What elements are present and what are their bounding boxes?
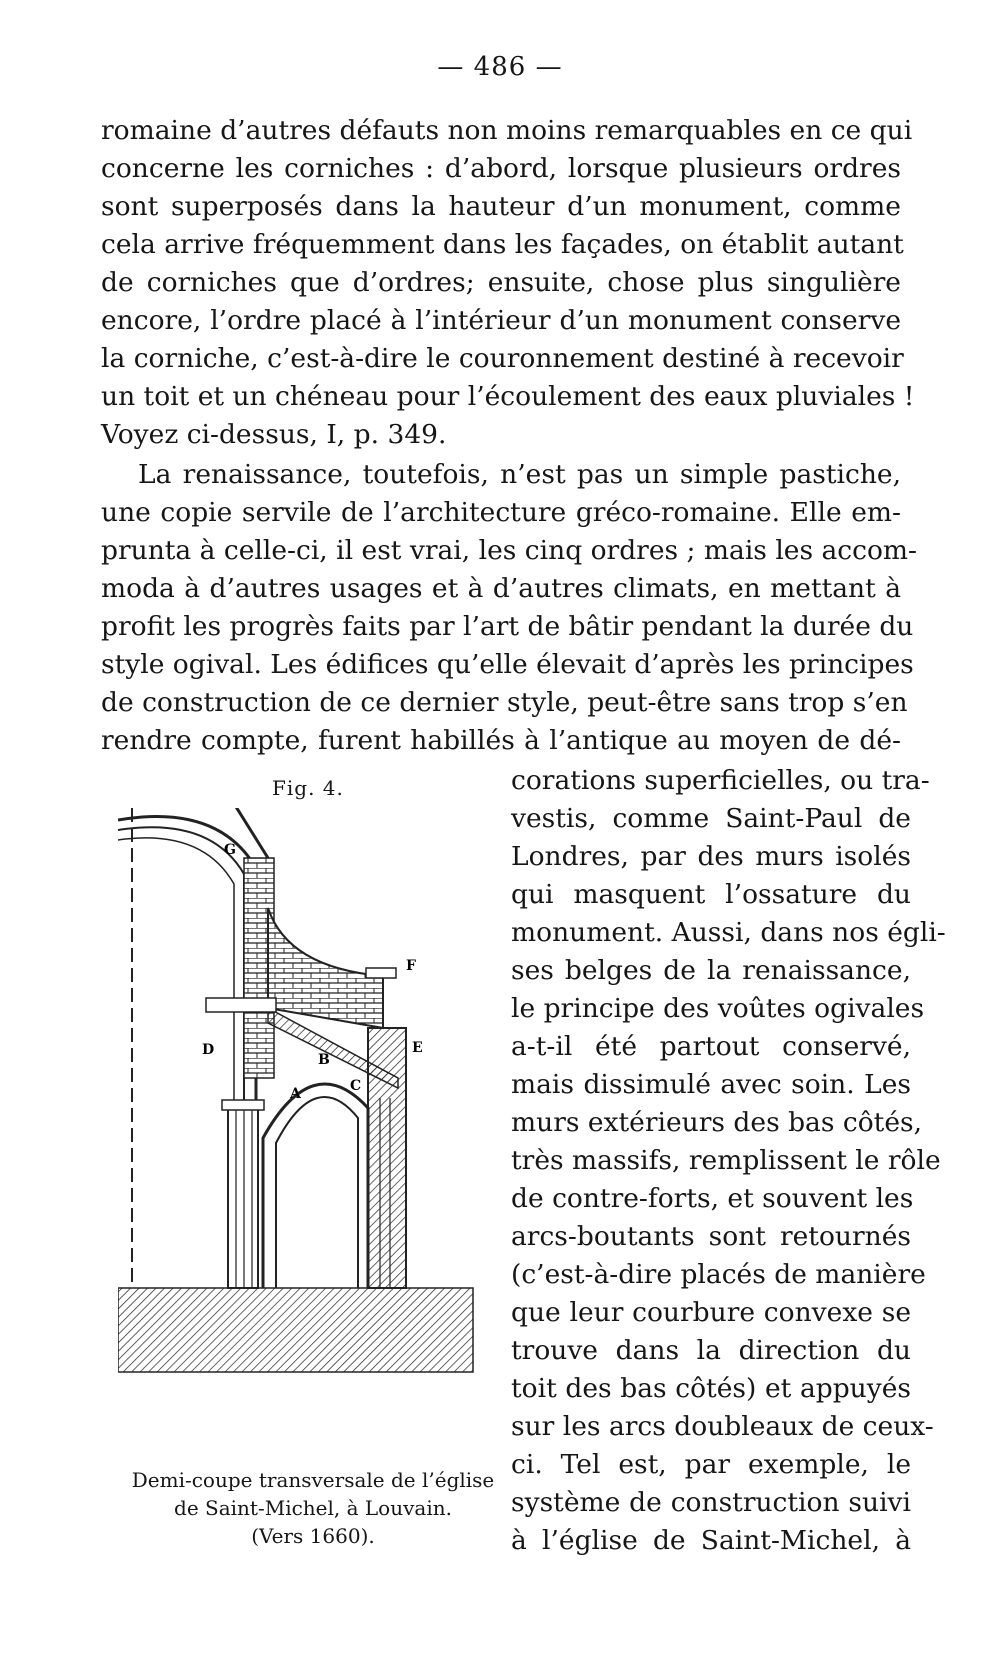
figure-caption-line: Demi-coupe transversale de l’église (131, 1468, 495, 1492)
text-line: un toit et un chéneau pour l’écoulement des eaux pluviales ! (101, 381, 915, 412)
aisle-outer-wall (368, 1028, 406, 1288)
text-line: encore, l’ordre placé à l’intérieur d’un monument conserve (101, 305, 901, 336)
label-e: E (412, 1040, 423, 1056)
page-number: — 486 — (437, 52, 563, 82)
paragraph-first-line: La renaissance, toutefois, n’est pas un simple pastiche, (138, 459, 901, 490)
text-line: sont superposés dans la hauteur d’un monument, comme (101, 191, 901, 222)
text-line: vestis, comme Saint-Paul de (511, 803, 911, 834)
text-line: a-t-il été partout conservé, (511, 1031, 911, 1062)
label-b: B (318, 1052, 330, 1068)
text-line: le principe des voûtes ogivales (511, 993, 925, 1024)
text-line: Londres, par des murs isolés (511, 841, 911, 872)
text-line: ci. Tel est, par exemple, le (511, 1449, 911, 1480)
text-line: trouve dans la direction du (511, 1335, 911, 1366)
text-line: sur les arcs doubleaux de ceux- (511, 1411, 934, 1442)
aisle-cornice (366, 968, 396, 978)
column-capital (222, 1100, 264, 1110)
nave-cornice (206, 998, 276, 1012)
text-line: corations superficielles, ou tra- (511, 765, 930, 796)
cross-section-drawing (118, 808, 508, 1460)
text-line: (c’est-à-dire placés de manière (511, 1259, 926, 1290)
label-d: D (202, 1042, 215, 1058)
text-line: murs extérieurs des bas côtés, (511, 1107, 923, 1138)
nave-vault-inner (118, 827, 244, 1288)
nave-column (228, 1108, 258, 1288)
text-line: la corniche, c’est-à-dire le couronnement destiné à recevoir (101, 343, 904, 374)
text-line: cela arrive fréquemment dans les façades, on établit autant (101, 229, 904, 260)
text-line: moda à d’autres usages et à d’autres climats, en mettant à (101, 573, 901, 604)
text-line: prunta à celle-ci, il est vrai, les cinq ordres ; mais les accom- (101, 535, 918, 566)
nave-vault-inner-2 (118, 838, 234, 1288)
text-line: système de construction suivi (511, 1487, 911, 1518)
label-g: G (224, 842, 236, 858)
text-line: de construction de ce dernier style, peut-être sans trop s’en (101, 687, 908, 718)
text-line: mais dissimulé avec soin. Les (511, 1069, 911, 1100)
figure-caption-line: (Vers 1660). (251, 1524, 375, 1548)
figure-caption-line: de Saint-Michel, à Louvain. (174, 1496, 452, 1520)
text-line: monument. Aussi, dans nos égli- (511, 917, 946, 948)
aisle-arch-inner (276, 1097, 358, 1288)
figure-label: Fig. 4. (272, 776, 344, 800)
label-a: A (290, 1086, 301, 1102)
text-line: à l’église de Saint-Michel, à (511, 1525, 911, 1556)
text-line: très massifs, remplissent le rôle (511, 1145, 941, 1176)
text-line: qui masquent l’ossature du (511, 879, 911, 910)
text-line: profit les progrès faits par l’art de bâtir pendant la durée du (101, 611, 914, 642)
text-line: concerne les corniches : d’abord, lorsque plusieurs ordres (101, 153, 901, 184)
text-line: Voyez ci-dessus, I, p. 349. (101, 419, 447, 450)
text-line: style ogival. Les édifices qu’elle élevait d’après les principes (101, 649, 914, 680)
foundation (118, 1288, 473, 1372)
label-c: C (350, 1078, 362, 1094)
text-line: arcs-boutants sont retournés (511, 1221, 911, 1252)
text-line: toit des bas côtés) et appuyés (511, 1373, 911, 1404)
figure-cross-section (118, 808, 508, 1460)
text-line: que leur courbure convexe se (511, 1297, 911, 1328)
text-line: de contre-forts, et souvent les (511, 1183, 914, 1214)
aisle-arch (263, 1084, 368, 1288)
text-line: ses belges de la renaissance, (511, 955, 911, 986)
text-line: romaine d’autres défauts non moins remarquables en ce qui (101, 115, 913, 146)
text-line: rendre compte, furent habillés à l’antique au moyen de dé- (101, 725, 901, 756)
label-f: F (406, 958, 416, 974)
text-line: une copie servile de l’architecture gréco-romaine. Elle em- (101, 497, 901, 528)
text-line: de corniches que d’ordres; ensuite, chose plus singulière (101, 267, 901, 298)
